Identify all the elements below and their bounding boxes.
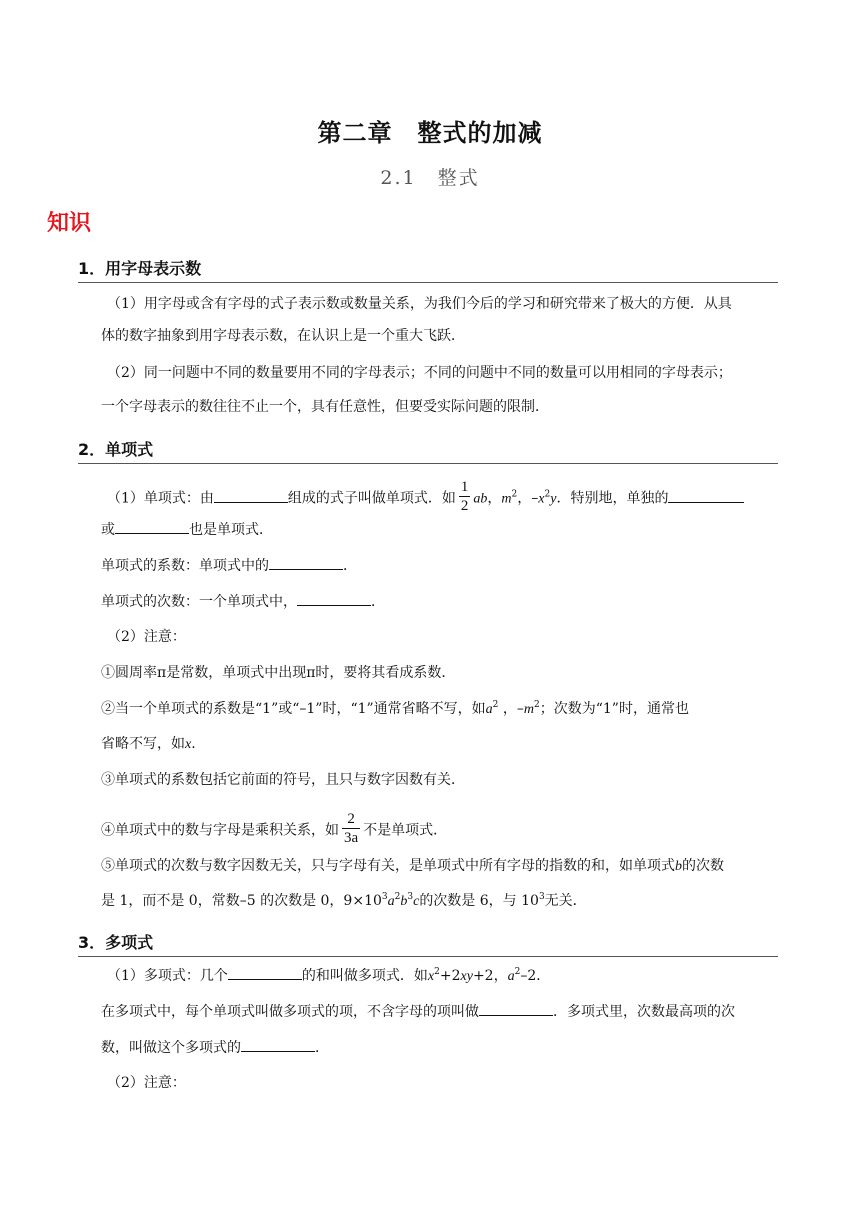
s2-note-4 (101, 812, 447, 849)
s1-p2-line1: （2）同一问题中不同的数量要用不同的字母表示；不同的问题中不同的数量可以用相同的字母表示； (107, 365, 732, 381)
knowledge-label: 知识 (47, 211, 92, 236)
text: +2， (472, 968, 508, 984)
text: ． (371, 594, 385, 610)
blank (214, 490, 288, 503)
var: c (413, 894, 420, 909)
text: 省略不写，如 (101, 736, 185, 752)
var: a (485, 702, 493, 717)
var: xy (460, 969, 473, 984)
fraction-two-over-3a (342, 810, 360, 847)
s2-note-2-line2 (101, 735, 196, 754)
chapter-title: 第二章 整式的加减 (317, 119, 543, 147)
text: 数，叫做这个多项式的 (101, 1040, 241, 1056)
var: x (427, 969, 435, 984)
text: ，– (517, 490, 539, 507)
text: 单项式的次数：一个单项式中， (101, 594, 297, 610)
denominator (342, 828, 360, 847)
var: y (550, 491, 557, 507)
s2-degree-line (101, 593, 385, 611)
text: ②当一个单项式的系数是“1”或“–1”时，“1”通常省略不写，如 (101, 701, 486, 717)
exp: 2 (434, 967, 440, 977)
s1-p1-line1: （1）用字母或含有字母的式子表示数或数量关系，为我们今后的学习和研究带来了极大的方便．从具 (107, 296, 732, 312)
text: 在多项式中，每个单项式叫做多项式的项，不含字母的项叫做 (101, 1004, 479, 1020)
heading-polynomial: 3．多项式 (78, 930, 778, 957)
text: （1）多项式：几个 (107, 968, 228, 984)
text: ．多项式里，次数最高项的次 (553, 1004, 735, 1020)
exp: 2 (514, 967, 521, 977)
text: ． (315, 1040, 329, 1056)
heading-letters-represent-numbers: 1．用字母表示数 (78, 256, 778, 283)
text: 单项式的系数：单项式中的 (101, 558, 269, 574)
blank (668, 490, 744, 503)
text: –2． (520, 968, 551, 984)
text: ， (487, 490, 502, 507)
text: . (191, 736, 196, 752)
blank (241, 1039, 315, 1052)
text: 的和叫做多项式．如 (301, 968, 428, 984)
text: ；次数为“1”时，通常也 (539, 701, 689, 717)
exp: 2 (492, 700, 499, 710)
numerator: 1 (460, 479, 469, 495)
text: ． (343, 558, 357, 574)
var: ab (473, 491, 488, 507)
s2-coefficient-line (101, 557, 357, 575)
text: 也是单项式． (189, 522, 273, 538)
blank (115, 521, 189, 534)
section-title: 2.1 整式 (380, 167, 480, 189)
fraction-one-half (459, 478, 471, 515)
exp: 2 (533, 700, 540, 710)
exp: 2 (544, 489, 551, 500)
var: x (185, 737, 192, 752)
text: +2 (439, 968, 461, 984)
text: 是 1，而不是 0，常数–5 的次数是 0，9×10 (101, 893, 382, 909)
blank (297, 593, 371, 606)
exp: 3 (538, 892, 545, 902)
var: b (400, 894, 408, 909)
text: ⑤单项式的次数与数字因数无关，只与字母有关，是单项式中所有字母的指数的和，如单项式 (101, 858, 675, 874)
exp: 2 (511, 489, 518, 500)
s2-note-1: ①圆周率π是常数，单项式中出现π时，要将其看成系数． (101, 665, 456, 681)
denominator: 2 (460, 498, 469, 514)
s2-note-5-line1 (101, 857, 724, 876)
var: m (501, 491, 512, 507)
s2-note-heading: （2）注意： (107, 629, 186, 645)
heading-monomial: 2．单项式 (78, 437, 778, 464)
var: a (507, 969, 515, 984)
blank (479, 1003, 553, 1016)
text: （1）单项式：由 (107, 490, 214, 507)
text: ，– (502, 701, 524, 717)
s2-note-3: ③单项式的系数包括它前面的符号，且只与数字因数有关． (101, 772, 465, 788)
var: m (523, 702, 534, 717)
exp: 3 (381, 892, 388, 902)
text: 无关． (544, 893, 587, 909)
text: ．特别地，单独的 (556, 490, 669, 507)
var: a (387, 894, 395, 909)
s1-p1-line2: 体的数字抽象到用字母表示数，在认识上是一个重大飞跃． (101, 328, 465, 344)
s1-p2-line2: 一个字母表示的数往往不止一个，具有任意性，但要受实际问题的限制． (101, 399, 549, 415)
s2-note-5-line2 (101, 892, 587, 911)
text: 组成的式子叫做单项式．如 (287, 490, 456, 507)
var: x (538, 491, 545, 507)
text: 的次数是 6，与 10 (419, 893, 539, 909)
s2-note-2-line1 (101, 700, 689, 719)
text: 不是单项式． (363, 822, 448, 839)
text: 的次数 (682, 858, 724, 874)
var: b (675, 859, 682, 874)
text: ④单项式中的数与字母是乘积关系，如 (101, 822, 339, 839)
s3-definition-line1 (107, 967, 550, 986)
s2-definition-line1 (107, 480, 744, 517)
s3-note-heading: （2）注意： (107, 1075, 186, 1091)
blank (228, 967, 302, 980)
s3-definition-line3 (101, 1039, 329, 1057)
exp: 3 (407, 892, 414, 902)
text: 3a (344, 830, 359, 846)
s2-definition-line2 (101, 521, 273, 539)
text: 或 (101, 522, 115, 538)
s3-definition-line2 (101, 1003, 735, 1021)
exp: 2 (394, 892, 401, 902)
numerator: 2 (347, 811, 355, 827)
blank (269, 557, 343, 570)
